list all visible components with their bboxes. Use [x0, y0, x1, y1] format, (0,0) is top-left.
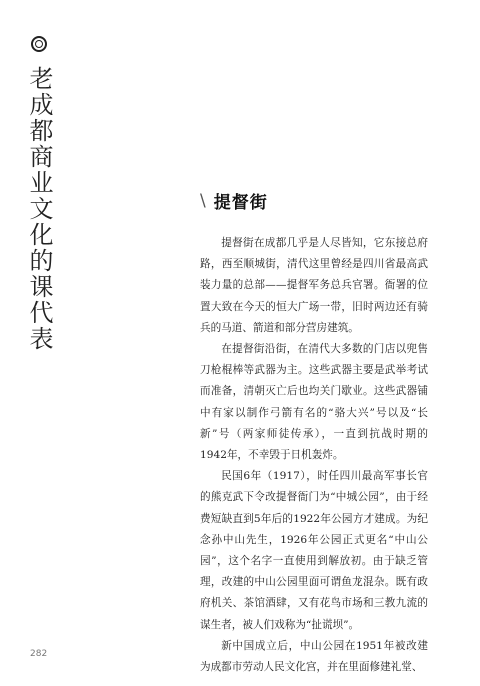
paragraph: 提督街在成都几乎是人尽皆知，它东接总府路，西至顺城街，清代这里曾经是四川省最高武装力量的总部——提督军务总兵官署。衙署的位置大致在今天的恒大广场一带，旧时两边还有骑兵的马道、箭道和部分营房建筑。	[200, 237, 428, 334]
page-number: 282	[30, 649, 48, 659]
chapter-title-text: 老成都商业文化的课代表	[25, 66, 53, 352]
double-circle-icon	[31, 36, 47, 52]
paragraph: 在提督街沿街，在清代大多数的门店以兜售刀枪棍棒等武器为主。这些武器主要是武举考试而准备，清朝灭亡后也均关门歇业。这些武器铺中有家以制作弓箭有名的“骆大兴”号以及“长新”号（两家师徒传承），一直到抗战时期的1942年，不幸毁于日机轰炸。	[200, 343, 428, 462]
paragraph: 新中国成立后，中山公园在1951年被改建为成都市劳动人民文化宫，并在里面修建礼堂、	[200, 639, 428, 674]
paragraph: 民国6年（1917），时任四川最高军事长官的熊克武下令改提督衙门为“中城公园”，由于经费短缺直到5年后的1922年公园方才建成。为纪念孙中山先生，1926年公园正式更名“中山公园”，这个名字一直使用到解放初。由于缺乏管理，改建的中山公园里面可谓鱼龙混杂。既有政府机关、茶馆酒肆，又有花鸟市场和三教九流的谋生者，被人们戏称为“扯谎坝”。	[200, 470, 428, 631]
article-body	[200, 233, 428, 678]
section-title: 提督街	[213, 193, 268, 213]
section-marker: \	[200, 190, 206, 211]
vertical-chapter-title	[26, 36, 52, 352]
section-heading	[200, 188, 268, 213]
